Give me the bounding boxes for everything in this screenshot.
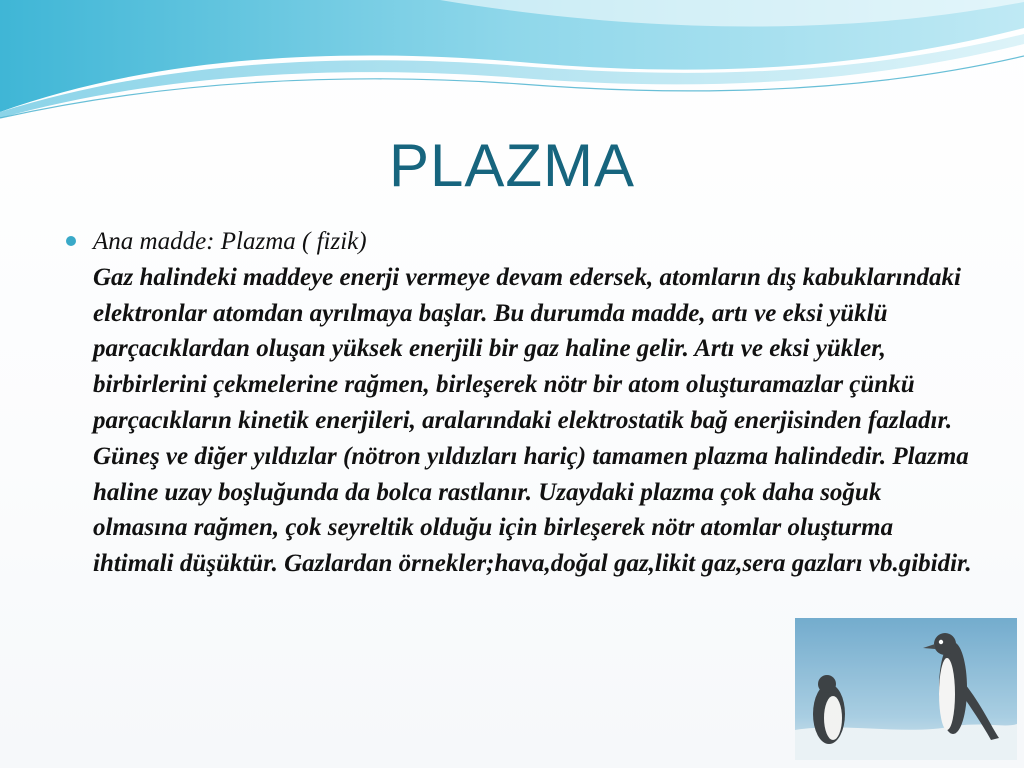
bullet-icon [66, 236, 76, 246]
slide-title: PLAZMA [388, 132, 636, 199]
header-wave-decoration [0, 0, 1024, 140]
bullet-paragraph: Gaz halindeki maddeye enerji vermeye devam edersek, atomların dış kabuklarındaki elektronlar atomdan ayrılmaya başlar. Bu durumda madde, artı ve eksi yüklü parçacıklardan oluşan yüksek enerjili bir gaz haline gelir. Artı ve eksi yükler, birbirlerini çekmelerine rağmen, birleşerek nötr bir atom oluşturamazlar çünkü parçacıkların kinetik enerjileri, aralarındaki elektrostatik bağ enerjisinden fazladır. Güneş ve diğer yıldızlar (nötron yıldızları hariç) tamamen plazma halindedir. Plazma haline uzay boşluğunda da bolca rastlanır. Uzaydaki plazma çok daha soğuk olmasına rağmen, çok seyreltik olduğu için birleşerek nötr atomlar oluşturma ihtimali düşüktür. Gazlardan örnekler;hava,doğal gaz,likit gaz,sera gazları vb.gibidir. [93, 263, 972, 578]
penguins-photo [795, 618, 1017, 760]
bullet-content [93, 224, 973, 582]
bullet-heading: Ana madde: Plazma ( fizik) [93, 228, 367, 255]
